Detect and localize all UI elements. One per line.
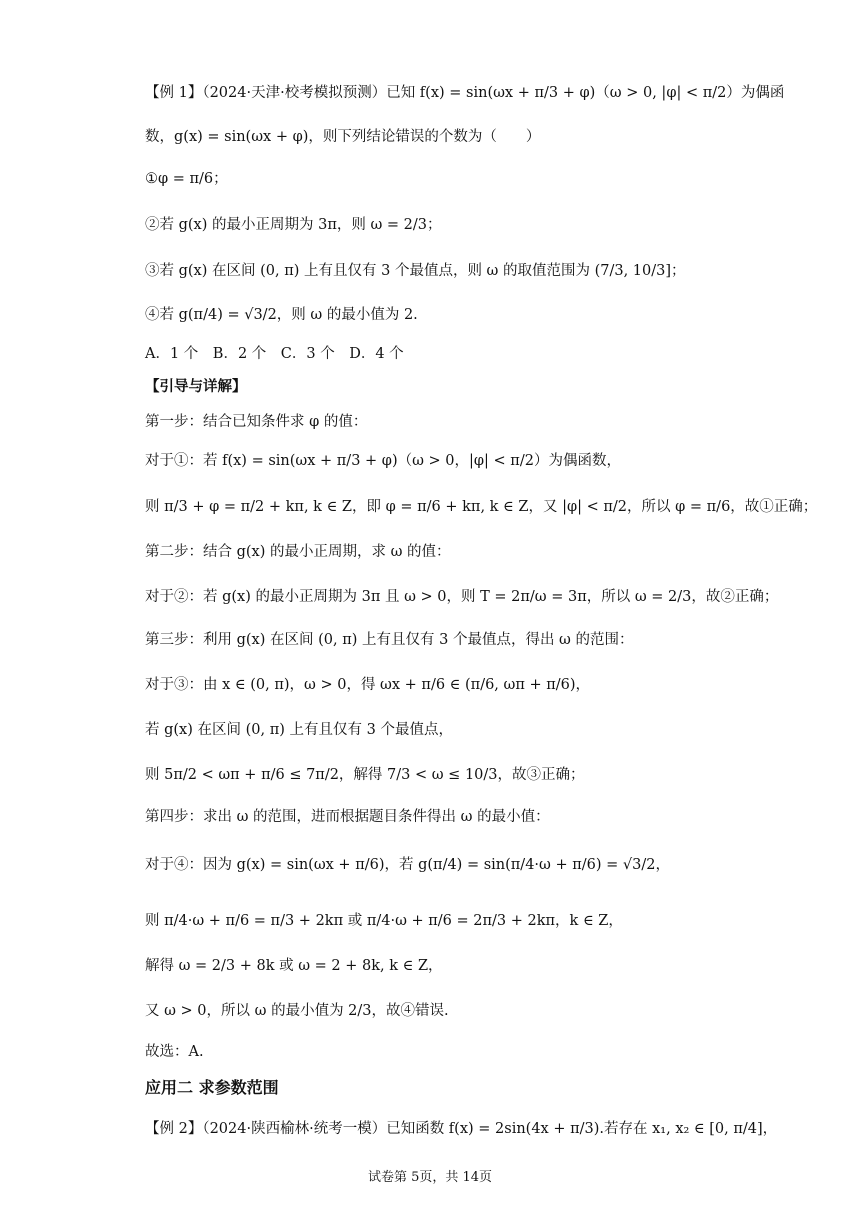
text-line: 第一步：结合已知条件求 φ 的值：: [145, 414, 368, 430]
text-line: 则 π/4·ω + π/6 = π/3 + 2kπ 或 π/4·ω + π/6 = 2π/3 + 2kπ，k ∈ Z，: [145, 913, 623, 929]
section-heading: 应用二 求参数范围: [145, 1078, 279, 1097]
text-line: 对于③：由 x ∈ (0, π)，ω > 0，得 ωx + π/6 ∈ (π/6, ωπ + π/6)，: [145, 677, 591, 693]
text-line: 则 5π/2 < ωπ + π/6 ≤ 7π/2，解得 7/3 < ω ≤ 10/3，故③正确；: [145, 767, 585, 783]
text-line: A．1 个 B．2 个 C．3 个 D．4 个: [145, 346, 404, 362]
text-line: 若 g(x) 在区间 (0, π) 上有且仅有 3 个最值点，: [145, 722, 453, 738]
text-line: 第二步：结合 g(x) 的最小正周期，求 ω 的值：: [145, 544, 451, 560]
text-line: 解得 ω = 2/3 + 8k 或 ω = 2 + 8k, k ∈ Z，: [145, 958, 443, 974]
text-line: 【例 1】（2024·天津·校考模拟预测）已知 f(x) = sin(ωx + π/3 + φ)（ω > 0, |φ| < π/2）为偶函: [145, 85, 785, 101]
text-line: ②若 g(x) 的最小正周期为 3π，则 ω = 2/3；: [145, 217, 442, 233]
text-line: 对于②：若 g(x) 的最小正周期为 3π 且 ω > 0，则 T = 2π/ω = 3π，所以 ω = 2/3，故②正确；: [145, 589, 779, 605]
text-line: ①φ = π/6；: [145, 171, 228, 187]
text-line: 故选：A.: [145, 1044, 204, 1060]
page-footer: 试卷第 5页，共 14页: [367, 1170, 493, 1185]
subsection-heading: 【引导与详解】: [145, 378, 247, 395]
text-line: 则 π/3 + φ = π/2 + kπ, k ∈ Z，即 φ = π/6 + kπ, k ∈ Z，又 |φ| < π/2，所以 φ = π/6，故①正确；: [145, 499, 818, 515]
text-line: ③若 g(x) 在区间 (0, π) 上有且仅有 3 个最值点，则 ω 的取值范围为 (7/3, 10/3]；: [145, 263, 686, 279]
text-line: 【例 2】（2024·陕西榆林·统考一模）已知函数 f(x) = 2sin(4x + π/3).若存在 x₁, x₂ ∈ [0, π/4]，: [145, 1121, 778, 1137]
text-line: 数，g(x) = sin(ωx + φ)，则下列结论错误的个数为（ ）: [145, 129, 541, 145]
text-line: 又 ω > 0，所以 ω 的最小值为 2/3，故④错误.: [145, 1003, 449, 1019]
text-line: 对于④：因为 g(x) = sin(ωx + π/6)，若 g(π/4) = sin(π/4·ω + π/6) = √3/2，: [145, 857, 670, 873]
text-line: ④若 g(π/4) = √3/2，则 ω 的最小值为 2.: [145, 307, 418, 323]
text-line: 第四步：求出 ω 的范围，进而根据题目条件得出 ω 的最小值：: [145, 809, 550, 825]
text-line: 对于①：若 f(x) = sin(ωx + π/3 + φ)（ω > 0，|φ| < π/2）为偶函数，: [145, 453, 621, 469]
text-line: 第三步：利用 g(x) 在区间 (0, π) 上有且仅有 3 个最值点，得出 ω 的范围：: [145, 632, 634, 648]
